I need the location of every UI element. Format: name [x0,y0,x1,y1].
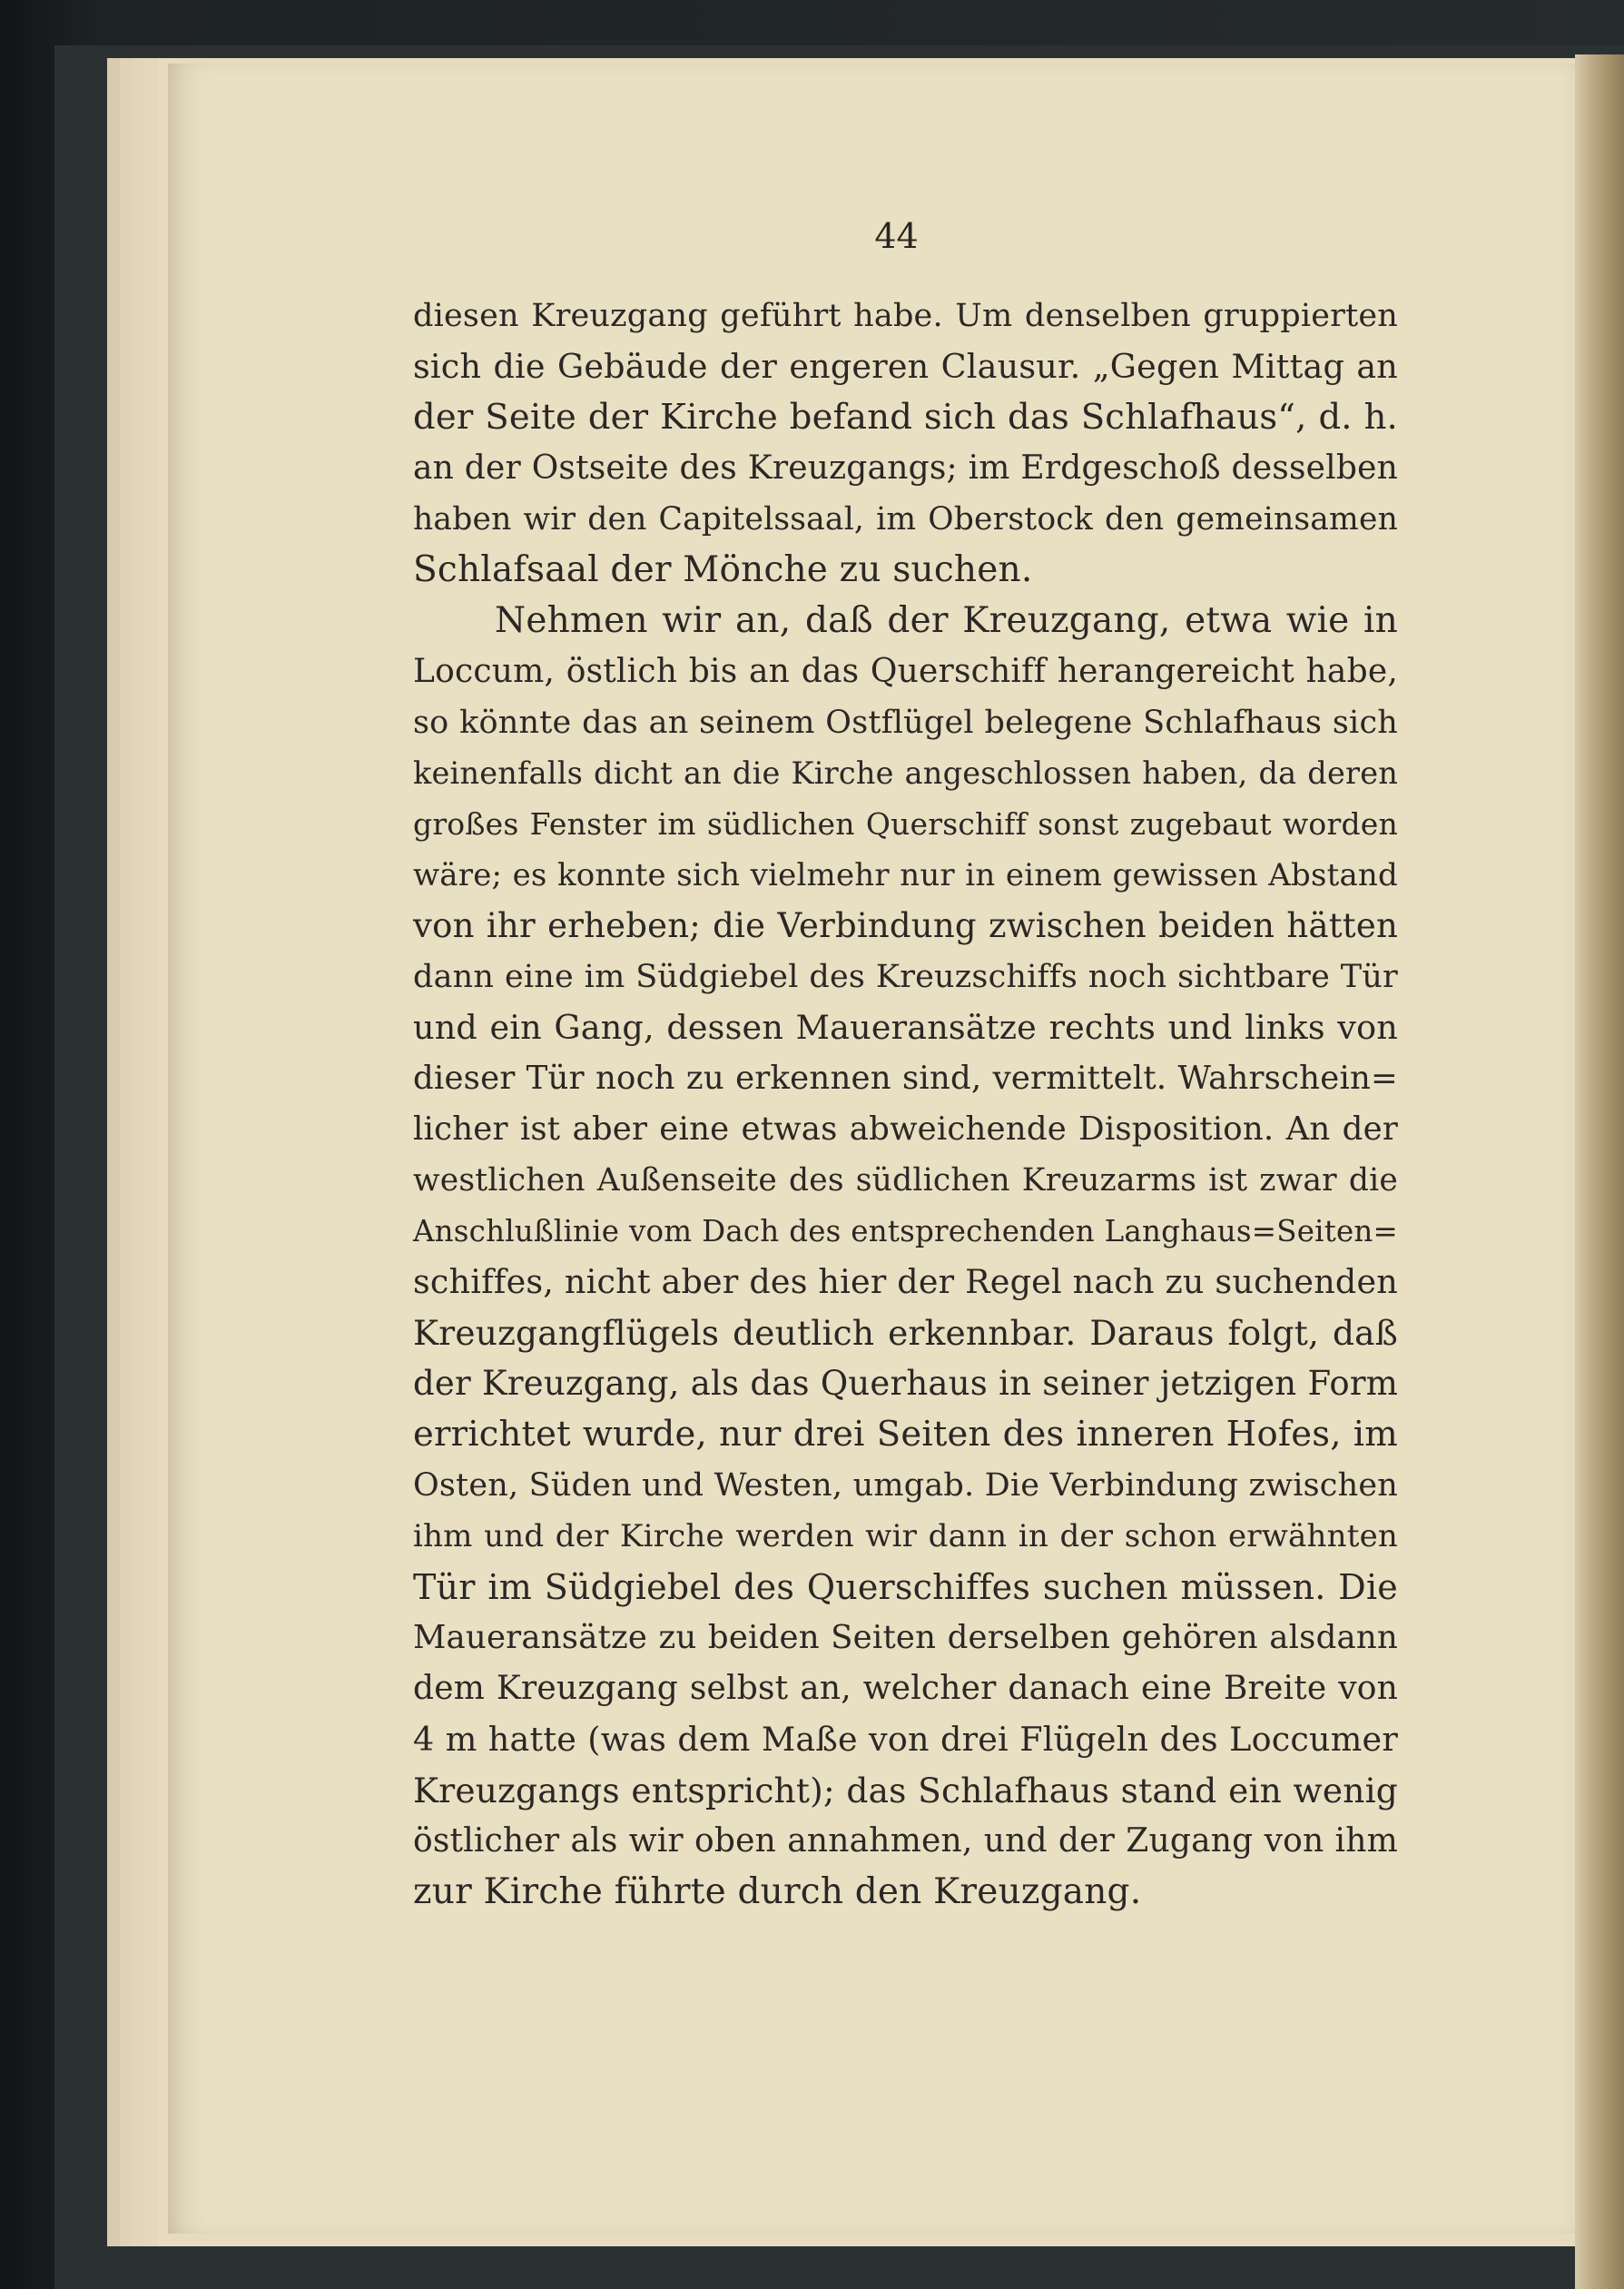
text-line: Kreuzgangs entspricht); das Schlafhaus stand ein wenig [413,1771,1398,1810]
text-line: keinenfalls dicht an die Kirche angeschlossen haben, da deren [413,755,1398,791]
text-line: westlichen Außenseite des südlichen Kreuzarms ist zwar die [413,1162,1398,1199]
text-line: so könnte das an seinem Ostflügel belegene Schlafhaus sich [413,705,1398,741]
text-line: schiffes, nicht aber des hier der Regel nach zu suchenden [413,1262,1398,1301]
text-line: wäre; es konnte sich vielmehr nur in einem gewissen Abstand [413,857,1398,893]
text-line: zur Kirche führte durch den Kreuzgang. [413,1871,1142,1912]
text-line: Loccum, östlich bis an das Querschiff herangereicht habe, [413,653,1398,690]
text-line: der Kreuzgang, als das Querhaus in seiner jetzigen Form [413,1364,1398,1403]
body-text [413,291,1398,1918]
text-line: von ihr erheben; die Verbindung zwischen beiden hätten [413,906,1398,945]
text-line: diesen Kreuzgang geführt habe. Um denselben gruppierten [413,298,1398,334]
text-line: an der Ostseite des Kreuzgangs; im Erdgeschoß desselben [413,449,1398,487]
text-line: östlicher als wir oben annahmen, und der Zugang von ihm [413,1822,1398,1860]
text-line: und ein Gang, dessen Maueransätze rechts und links von [413,1008,1398,1047]
text-line: großes Fenster im südlichen Querschiff sonst zugebaut worden [413,806,1398,842]
text-line: der Seite der Kirche befand sich das Schlafhaus“, d. h. [413,397,1398,438]
page-number: 44 [874,216,919,256]
text-line: Schlafsaal der Mönche zu suchen. [413,549,1033,590]
text-line: errichtet wurde, nur drei Seiten des inneren Hofes, im [413,1414,1398,1455]
text-line: Tür im Südgiebel des Querschiffes suchen müssen. Die [413,1567,1398,1607]
text-line: ihm und der Kirche werden wir dann in der schon erwähnten [413,1518,1398,1554]
text-line: Maueransätze zu beiden Seiten derselben gehören alsdann [413,1619,1398,1656]
text-line: dem Kreuzgang selbst an, welcher danach eine Breite von [413,1670,1398,1707]
text-line: 4 m hatte (was dem Maße von drei Flügeln des Loccumer [413,1720,1398,1759]
text-line: Nehmen wir an, daß der Kreuzgang, etwa wie in [495,600,1398,641]
text-line: haben wir den Capitelssaal, im Oberstock den gemeinsamen [413,501,1398,538]
text-line: sich die Gebäude der engeren Clausur. „Gegen Mittag an [413,347,1398,386]
text-line: Anschlußlinie vom Dach des entsprechenden Langhaus=Seiten= [413,1214,1398,1248]
text-line: Kreuzgangflügels deutlich erkennbar. Daraus folgt, daß [413,1313,1398,1353]
text-line: licher ist aber eine etwas abweichende Disposition. An der [413,1110,1398,1148]
text-line: dann eine im Südgiebel des Kreuzschiffs noch sichtbare Tür [413,959,1398,995]
text-line: Osten, Süden und Westen, umgab. Die Verbindung zwischen [413,1467,1398,1504]
book-gutter [1575,54,1624,2289]
text-line: dieser Tür noch zu erkennen sind, vermittelt. Wahrschein= [413,1060,1398,1097]
